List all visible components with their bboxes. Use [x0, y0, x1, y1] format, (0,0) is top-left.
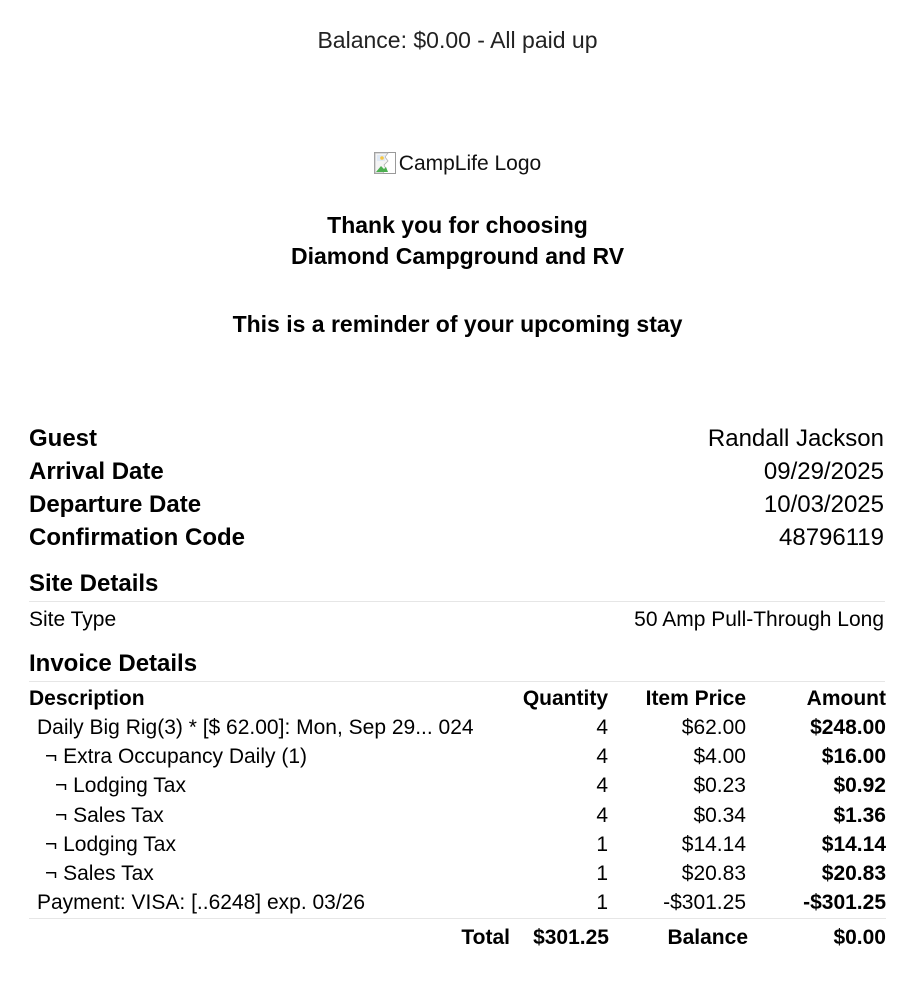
invoice-line-item [29, 742, 886, 771]
invoice-header-row [29, 684, 886, 713]
broken-image-icon [374, 152, 396, 174]
line-item-description: ¬ Sales Tax [55, 803, 164, 827]
arrival-date-value: 09/29/2025 [763, 458, 884, 485]
invoice-totals [0, 924, 915, 954]
description-header: Description [29, 686, 145, 710]
invoice-table [29, 684, 886, 919]
total-label: Total [461, 926, 510, 949]
line-item-quantity: 1 [499, 889, 608, 919]
invoice-line-item [29, 713, 886, 742]
invoice-details-heading: Invoice Details [29, 650, 885, 682]
line-item-amount: $20.83 [821, 862, 886, 886]
invoice-line-item [29, 859, 886, 888]
line-item-quantity: 4 [596, 715, 608, 739]
line-item-amount: $16.00 [821, 744, 886, 768]
line-item-description: ¬ Sales Tax [45, 862, 154, 886]
line-item-description: Payment: VISA: [..6248] exp. 03/26 [29, 889, 499, 919]
line-item-quantity: 1 [596, 832, 608, 856]
balance-status: Balance: $0.00 - All paid up [317, 27, 598, 53]
line-item-amount: $0.92 [833, 774, 886, 798]
departure-date-label: Departure Date [29, 491, 202, 518]
line-item-amount: $1.36 [833, 803, 886, 827]
arrival-date-row [29, 455, 884, 488]
confirmation-code-label: Confirmation Code [29, 524, 245, 551]
total-value: $301.25 [533, 926, 609, 949]
departure-date-row [29, 488, 884, 521]
departure-date-value: 10/03/2025 [763, 491, 884, 518]
reminder-heading: This is a reminder of your upcoming stay [232, 311, 683, 337]
line-item-quantity: 1 [596, 862, 608, 886]
line-item-amount: $14.14 [821, 832, 886, 856]
site-type-value: 50 Amp Pull-Through Long [634, 608, 884, 631]
invoice-payment-row [29, 889, 886, 919]
invoice-line-item [29, 801, 886, 830]
invoice-line-item [29, 830, 886, 859]
confirmation-code-value: 48796119 [779, 524, 884, 551]
line-item-description: ¬ Extra Occupancy Daily (1) [45, 744, 308, 768]
amount-header: Amount [806, 686, 886, 710]
line-item-amount: -$301.25 [746, 889, 886, 919]
thank-you-line: Thank you for choosing [327, 212, 588, 238]
line-item-description: Daily Big Rig(3) * [$ 62.00]: Mon, Sep 29... 024 [37, 715, 474, 739]
line-item-price: $0.23 [693, 774, 746, 798]
line-item-price: $4.00 [693, 744, 746, 768]
line-item-price: $20.83 [681, 862, 746, 886]
quantity-header: Quantity [522, 686, 608, 710]
guest-value: Randall Jackson [707, 425, 884, 452]
line-item-quantity: 4 [596, 803, 608, 827]
line-item-price: $14.14 [681, 832, 746, 856]
guest-label: Guest [29, 425, 98, 452]
balance-label: Balance [667, 926, 748, 949]
logo-alt-text: CampLife Logo [398, 152, 542, 175]
site-type-label: Site Type [29, 608, 117, 631]
line-item-price: -$301.25 [608, 889, 746, 919]
thank-you-message [0, 210, 915, 272]
invoice-line-item [29, 772, 886, 801]
line-item-amount: $248.00 [810, 715, 886, 739]
line-item-quantity: 4 [596, 774, 608, 798]
arrival-date-label: Arrival Date [29, 458, 164, 485]
line-item-description: ¬ Lodging Tax [55, 774, 186, 798]
line-item-description: ¬ Lodging Tax [45, 832, 176, 856]
confirmation-code-row [29, 521, 884, 554]
guest-row [29, 422, 884, 455]
campground-name: Diamond Campground and RV [290, 243, 625, 269]
reservation-summary [29, 422, 884, 554]
line-item-quantity: 4 [596, 744, 608, 768]
line-item-price: $62.00 [681, 715, 746, 739]
item-price-header: Item Price [645, 686, 746, 710]
line-item-price: $0.34 [693, 803, 746, 827]
site-type-row [29, 605, 884, 635]
site-details-heading: Site Details [29, 570, 885, 602]
campground-logo [0, 152, 915, 176]
balance-value: $0.00 [833, 926, 886, 949]
